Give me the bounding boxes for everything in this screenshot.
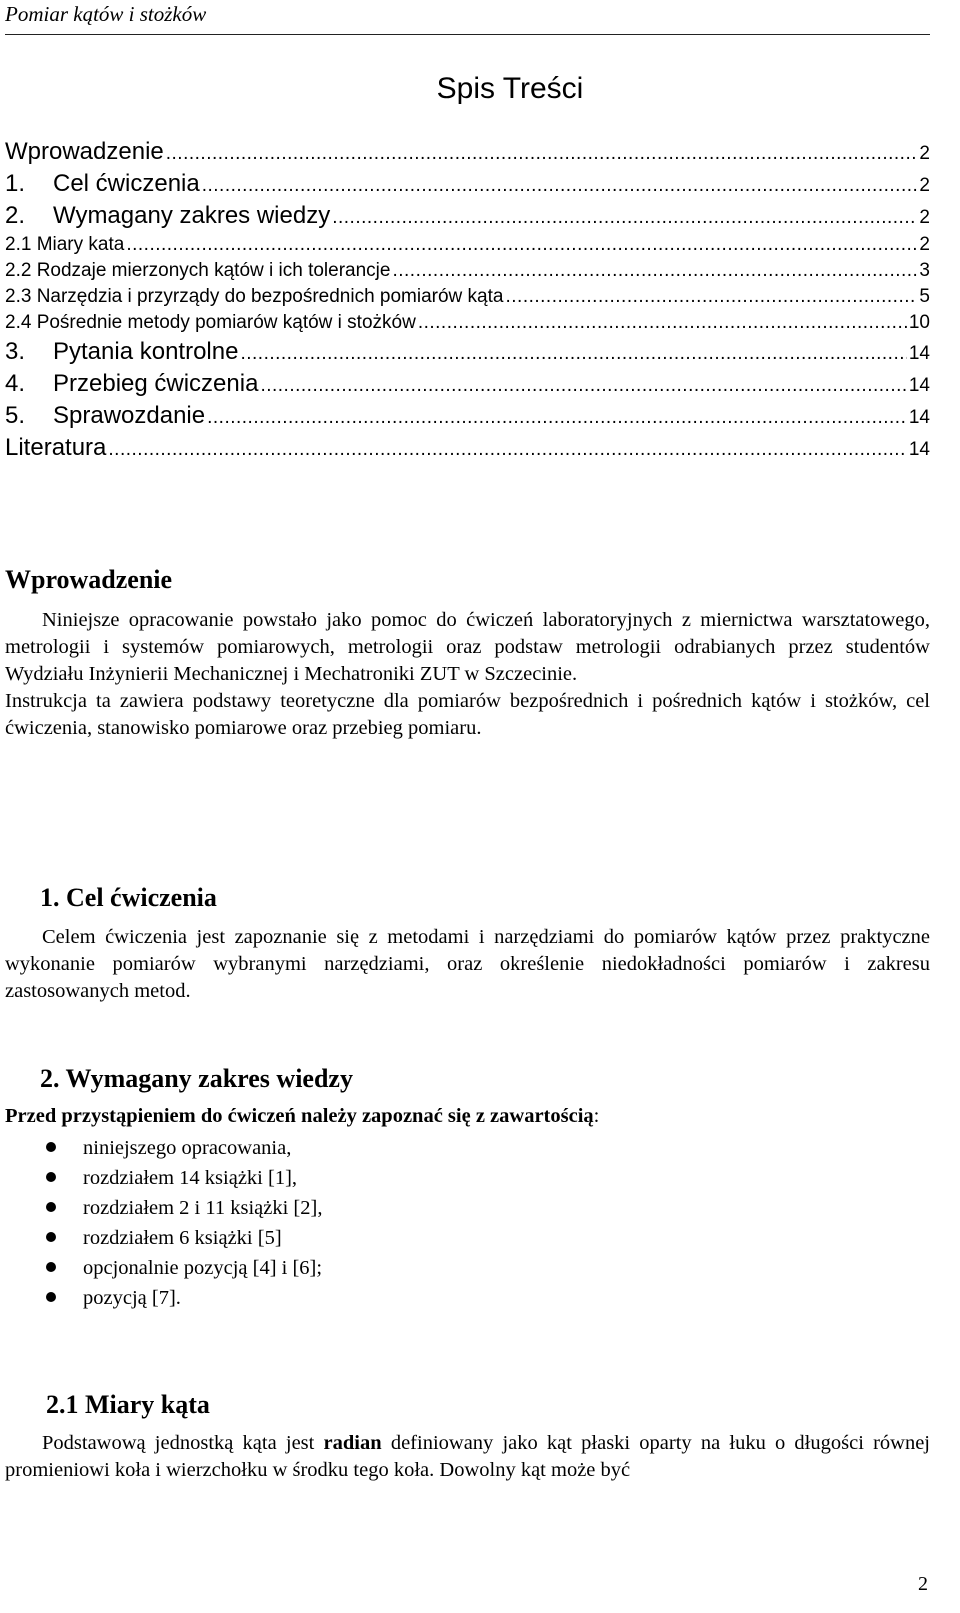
list-item bbox=[5, 1284, 322, 1314]
section-2-1-body bbox=[5, 1430, 930, 1484]
toc-leader-dots bbox=[202, 175, 918, 197]
toc-entry-literature[interactable] bbox=[5, 434, 930, 466]
section-1-paragraph: Celem ćwiczenia jest zapoznanie się z metodami i narzędziami do pomiarów kątów przez praktyczne wykonanie pomiarów wybranymi narzędziami, oraz określenie niedokładności pomiarów i zakresu zastosowanych metod. bbox=[5, 926, 930, 1002]
toc-entry-number: 4. bbox=[5, 370, 26, 397]
section-2-1-paragraph bbox=[5, 1430, 930, 1484]
section-2-1-text-before: Podstawową jednostką kąta jest bbox=[42, 1432, 324, 1454]
bullet-icon bbox=[46, 1292, 56, 1302]
toc-entry-number: 5. bbox=[5, 402, 26, 429]
running-title: Pomiar kątów i stożków bbox=[5, 2, 207, 26]
toc-title-text: Spis Treści bbox=[436, 72, 584, 105]
intro-body bbox=[5, 607, 930, 742]
toc-entry-text: Cel ćwiczenia bbox=[53, 170, 200, 197]
intro-paragraph-2: Instrukcja ta zawiera podstawy teoretyczne dla pomiarów bezpośrednich i pośrednich kątów i stożków, cel ćwiczenia, stanowisko pomiarowe oraz przebieg pomiaru. bbox=[5, 690, 930, 739]
toc-leader-dots bbox=[126, 234, 917, 256]
toc-entry-page: 14 bbox=[908, 375, 930, 396]
bullet-icon bbox=[46, 1262, 56, 1272]
toc-entry-page: 5 bbox=[919, 286, 930, 307]
list-item-text: rozdziałem 2 i 11 książki [2], bbox=[83, 1197, 323, 1219]
toc-entry-text: Wymagany zakres wiedzy bbox=[53, 202, 331, 229]
list-item bbox=[5, 1194, 322, 1224]
list-item-text: opcjonalnie pozycją [4] i [6]; bbox=[83, 1257, 323, 1279]
toc-entry-2-4[interactable] bbox=[5, 312, 930, 338]
toc-entry-page: 14 bbox=[908, 343, 930, 364]
section-2-heading bbox=[40, 1064, 353, 1094]
toc-entry-page: 14 bbox=[908, 439, 930, 460]
list-item-text: niniejszego opracowania, bbox=[83, 1137, 292, 1159]
toc-leader-dots bbox=[166, 143, 918, 165]
section-2-1-heading: 2.1 Miary kąta bbox=[46, 1390, 210, 1419]
list-item bbox=[5, 1254, 322, 1284]
toc-entry-3[interactable] bbox=[5, 338, 930, 370]
section-1-title: Cel ćwiczenia bbox=[66, 883, 217, 912]
list-item bbox=[5, 1134, 322, 1164]
toc-entry-label bbox=[5, 338, 238, 366]
intro-paragraph-1: Niniejsze opracowanie powstało jako pomoc do ćwiczeń laboratoryjnych z miernictwa warsztatowego, metrologii i systemów pomiarowych, metrologii oraz podstaw metrologii odrabianych przez studentów Wydziału Inżynierii Mechanicznej i Mechatroniki ZUT w Szczecinie. bbox=[5, 609, 930, 685]
toc-entry-page: 3 bbox=[919, 260, 930, 281]
toc-leader-dots bbox=[108, 439, 906, 461]
toc-entry-page: 2 bbox=[919, 234, 930, 255]
section-1-heading bbox=[40, 883, 217, 913]
toc-entry-label: 2.2 Rodzaje mierzonych kątów i ich tolerancje bbox=[5, 260, 391, 281]
toc-entry-label: 2.4 Pośrednie metody pomiarów kątów i stożków bbox=[5, 312, 416, 333]
toc-leader-dots bbox=[392, 260, 917, 282]
toc-entry-text: Przebieg ćwiczenia bbox=[53, 370, 259, 397]
section-2-lead bbox=[5, 1105, 599, 1128]
required-reading-list bbox=[5, 1134, 322, 1314]
toc-leader-dots bbox=[332, 207, 917, 229]
toc-entry-page: 2 bbox=[919, 175, 930, 196]
table-of-contents bbox=[5, 138, 930, 466]
toc-entry-label: Literatura bbox=[5, 434, 107, 461]
list-item-text: rozdziałem 14 książki [1], bbox=[83, 1167, 298, 1189]
toc-entry-2-2[interactable] bbox=[5, 260, 930, 286]
list-item bbox=[5, 1224, 322, 1254]
toc-entry-label: Wprowadzenie bbox=[5, 138, 164, 165]
section-2-1-bold-term: radian bbox=[323, 1432, 382, 1454]
toc-entry-page: 14 bbox=[908, 407, 930, 428]
bullet-icon bbox=[46, 1202, 56, 1212]
section-1-number: 1. bbox=[40, 883, 60, 912]
toc-entry-text: Sprawozdanie bbox=[53, 402, 206, 429]
section-2-lead-colon: : bbox=[593, 1105, 600, 1127]
intro-heading: Wprowadzenie bbox=[5, 565, 173, 594]
toc-entry-2-1[interactable] bbox=[5, 234, 930, 260]
toc-entry-2-3[interactable] bbox=[5, 286, 930, 312]
toc-entry-page: 2 bbox=[919, 207, 930, 228]
toc-leader-dots bbox=[505, 286, 917, 308]
toc-leader-dots bbox=[207, 407, 907, 429]
bullet-icon bbox=[46, 1172, 56, 1182]
toc-entry-number: 2. bbox=[5, 202, 26, 229]
toc-leader-dots bbox=[260, 375, 906, 397]
toc-entry-label: 2.1 Miary kata bbox=[5, 234, 125, 255]
toc-entry-2[interactable] bbox=[5, 202, 930, 234]
toc-entry-text: Pytania kontrolne bbox=[53, 338, 239, 365]
toc-entry-label bbox=[5, 370, 258, 398]
section-2-1-text-after: definiowany jako kąt płaski oparty na łuku o długości równej promieniowi koła i wierzchołku w środku tego koła. Dowolny kąt może być bbox=[5, 1432, 931, 1481]
toc-entry-page: 2 bbox=[919, 143, 930, 164]
toc-leader-dots bbox=[240, 343, 906, 365]
toc-entry-intro[interactable] bbox=[5, 138, 930, 170]
list-item bbox=[5, 1164, 322, 1194]
toc-entry-page: 10 bbox=[908, 312, 930, 333]
toc-entry-label bbox=[5, 402, 205, 430]
running-header bbox=[5, 0, 930, 35]
section-1-body bbox=[5, 924, 930, 1005]
toc-title bbox=[0, 72, 960, 106]
bullet-icon bbox=[46, 1232, 56, 1242]
list-item-text: pozycją [7]. bbox=[83, 1287, 181, 1309]
toc-leader-dots bbox=[418, 312, 907, 334]
toc-entry-5[interactable] bbox=[5, 402, 930, 434]
bullet-icon bbox=[46, 1142, 56, 1152]
page-number: 2 bbox=[918, 1573, 928, 1595]
toc-entry-4[interactable] bbox=[5, 370, 930, 402]
toc-entry-number: 1. bbox=[5, 170, 26, 197]
toc-entry-label bbox=[5, 170, 200, 198]
section-2-lead-text: Przed przystąpieniem do ćwiczeń należy zapoznać się z zawartością bbox=[5, 1105, 594, 1127]
toc-entry-label: 2.3 Narzędzia i przyrządy do bezpośrednich pomiarów kąta bbox=[5, 286, 504, 307]
toc-entry-1[interactable] bbox=[5, 170, 930, 202]
section-2-title: Wymagany zakres wiedzy bbox=[65, 1064, 353, 1093]
list-item-text: rozdziałem 6 książki [5] bbox=[83, 1227, 282, 1249]
section-2-number: 2. bbox=[40, 1064, 60, 1093]
toc-entry-number: 3. bbox=[5, 338, 26, 365]
toc-entry-label bbox=[5, 202, 330, 230]
